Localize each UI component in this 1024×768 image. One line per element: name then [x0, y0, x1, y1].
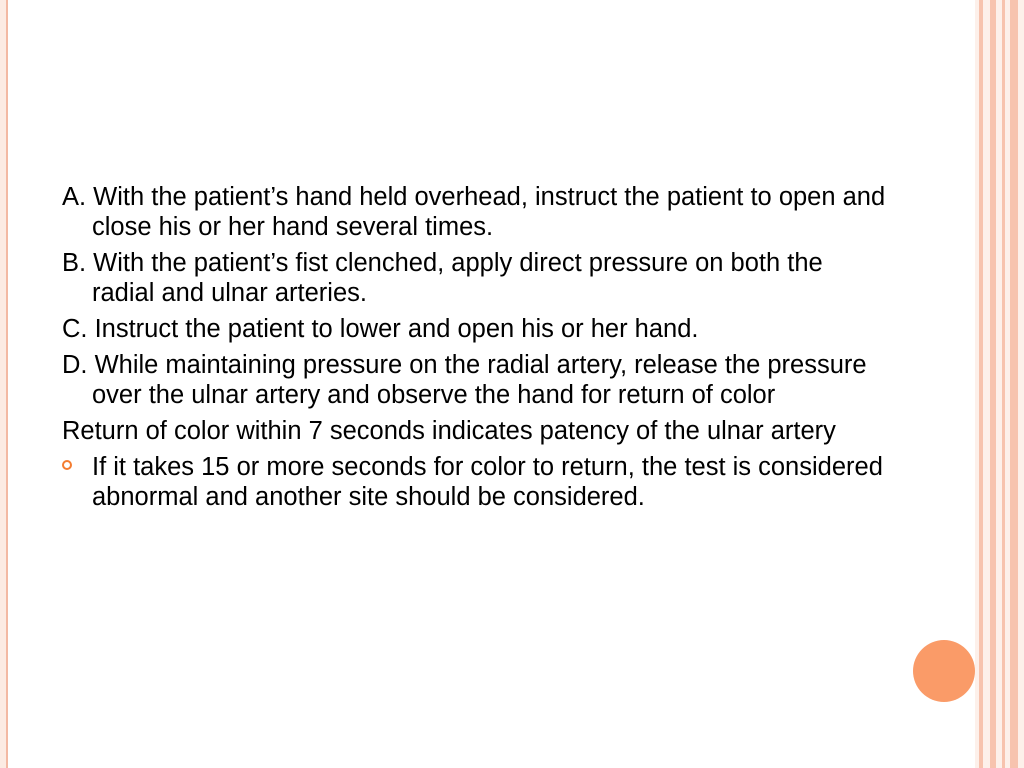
right-border-decoration	[975, 0, 1024, 768]
bullet-item	[62, 452, 892, 512]
border-stripe	[1010, 0, 1018, 768]
left-border-decoration	[0, 0, 8, 768]
step-c-text: C. Instruct the patient to lower and open his or her hand.	[62, 315, 699, 343]
border-stripe	[1002, 0, 1005, 768]
bullet-text: If it takes 15 or more seconds for color to return, the test is considered abnormal and another site should be considered.	[92, 453, 883, 511]
accent-circle-decoration	[913, 640, 975, 702]
result-text: Return of color within 7 seconds indicates patency of the ulnar artery	[62, 417, 836, 445]
step-b-text: B. With the patient’s fist clenched, apply direct pressure on both the radial and ulnar arteries.	[62, 249, 823, 307]
slide-body	[62, 182, 892, 518]
step-a-text: A. With the patient’s hand held overhead, instruct the patient to open and close his or her hand several times.	[62, 183, 886, 241]
border-stripe	[990, 0, 996, 768]
step-d-text: D. While maintaining pressure on the radial artery, release the pressure over the ulnar artery and observe the hand for return of color	[62, 351, 867, 409]
border-stripe	[979, 0, 983, 768]
circle-bullet-icon	[62, 460, 72, 470]
